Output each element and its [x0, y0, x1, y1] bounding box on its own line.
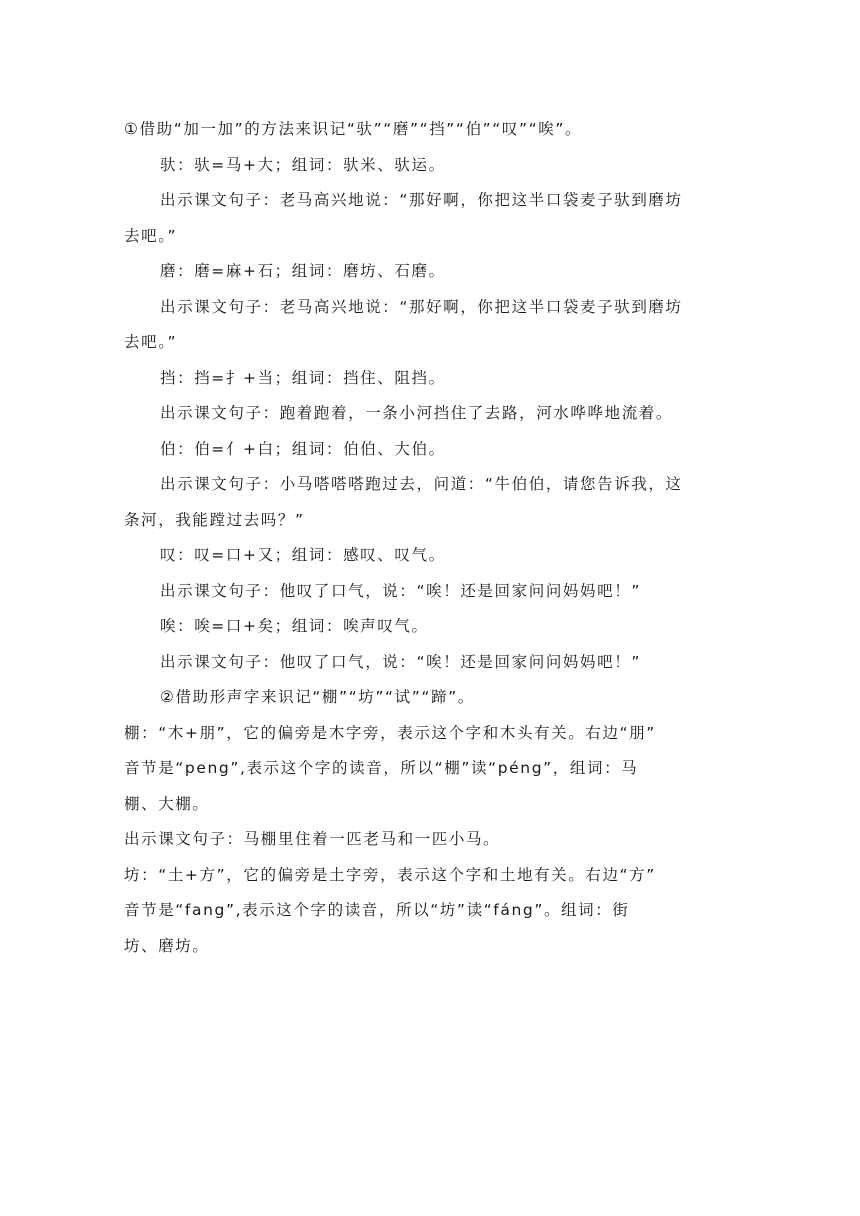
text-line: 音节是“peng”,表示这个字的读音，所以“棚”读“péng”，组词：马 — [124, 759, 639, 777]
text-line: 棚：“木+朋”，它的偏旁是木字旁，表示这个字和木头有关。右边“朋” — [124, 723, 656, 742]
text-line: ①借助“加一加”的方法来识记“驮”“磨”“挡”“伯”“叹”“唉”。 — [124, 120, 583, 138]
text-line: 唉：唉=口+矣；组词：唉声叹气。 — [160, 617, 429, 635]
text-line: 挡：挡=扌+当；组词：挡住、阻挡。 — [160, 368, 446, 387]
text-line: 音节是“fang”,表示这个字的读音，所以“坊”读“fáng”。组词：街 — [124, 901, 630, 919]
text-line: 坊、磨坊。 — [124, 936, 210, 955]
text-line: 出示课文句子：老马高兴地说：“那好啊，你把这半口袋麦子驮到磨坊 — [160, 191, 683, 209]
text-line: ②借助形声字来识记“棚”“坊”“试”“蹄”。 — [160, 688, 475, 706]
document-body — [124, 112, 730, 964]
text-line: 坊：“土+方”，它的偏旁是土字旁，表示这个字和土地有关。右边“方” — [124, 865, 656, 884]
text-line: 去吧。” — [124, 333, 178, 351]
text-line: 伯：伯=亻+白；组词：伯伯、大伯。 — [160, 439, 446, 458]
text-line: 条河，我能蹚过去吗？” — [124, 510, 305, 529]
text-line: 叹：叹=口+又；组词：感叹、叹气。 — [160, 546, 446, 564]
text-line: 棚、大棚。 — [124, 794, 210, 813]
text-line: 出示课文句子：小马嗒嗒嗒跑过去，问道：“牛伯伯，请您告诉我，这 — [160, 475, 683, 493]
text-line: 去吧。” — [124, 226, 178, 245]
text-line: 出示课文句子：马棚里住着一匹老马和一匹小马。 — [124, 830, 501, 848]
text-line: 出示课文句子：他叹了口气，说：“唉！还是回家问问妈妈吧！” — [160, 581, 641, 600]
text-line: 磨：磨=麻+石；组词：磨坊、石磨。 — [160, 262, 446, 280]
text-line: 出示课文句子：跑着跑着，一条小河挡住了去路，河水哗哗地流着。 — [160, 404, 674, 422]
text-line: 出示课文句子：老马高兴地说：“那好啊，你把这半口袋麦子驮到磨坊 — [160, 297, 683, 316]
text-line: 出示课文句子：他叹了口气，说：“唉！还是回家问问妈妈吧！” — [160, 652, 641, 671]
text-line: 驮：驮=马+大；组词：驮米、驮运。 — [160, 155, 446, 174]
